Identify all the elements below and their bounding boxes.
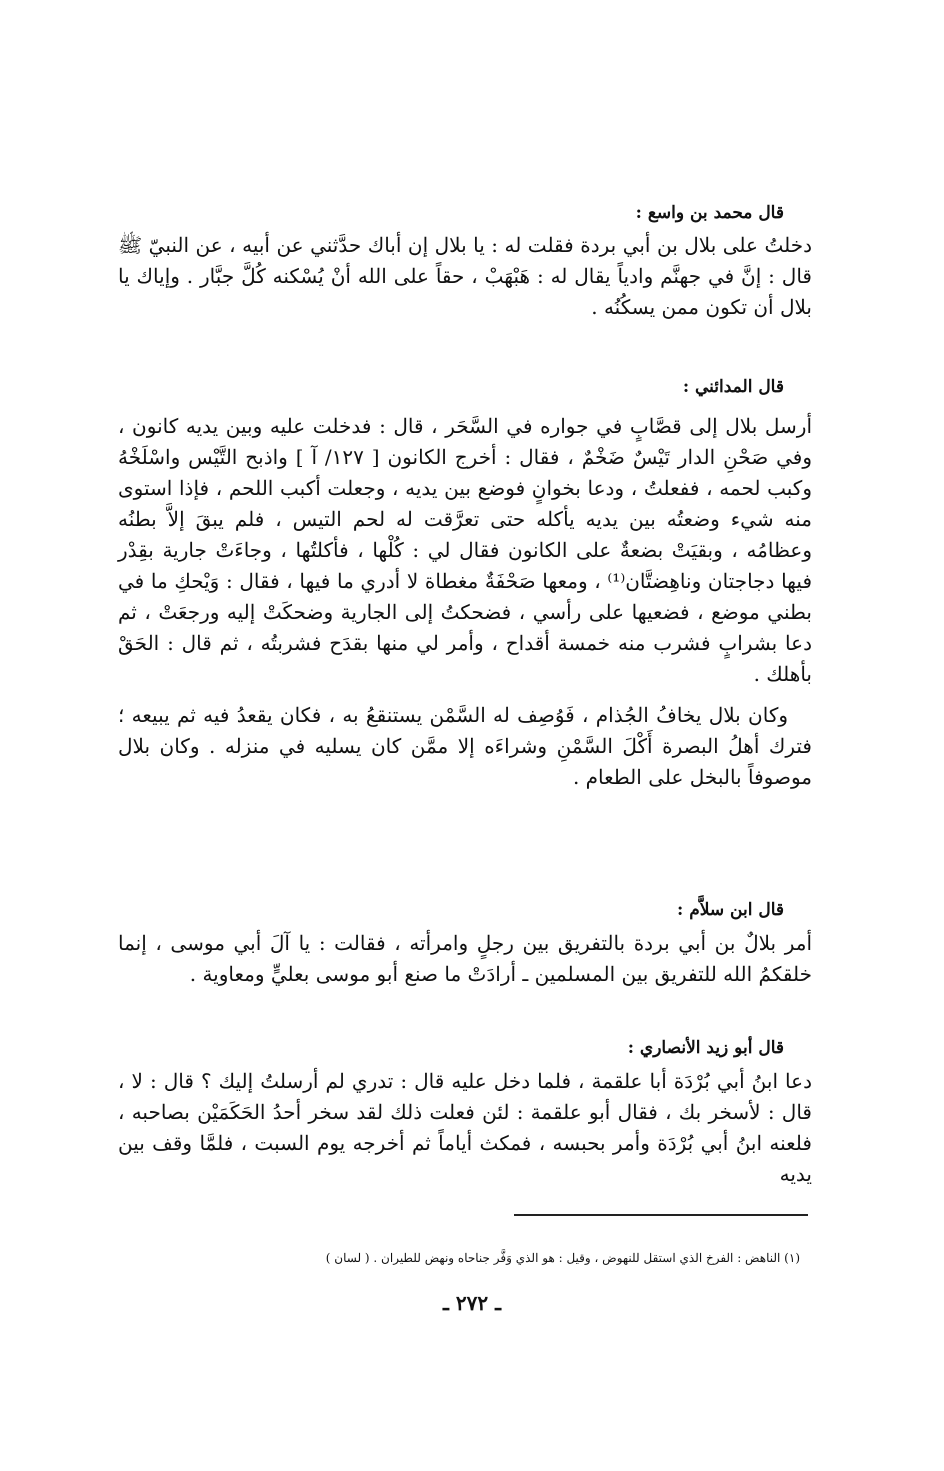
section-body	[118, 1066, 812, 1190]
section-heading: قال أبو زيد الأنصاري :	[627, 1038, 784, 1058]
section-heading: قال محمد بن واسع :	[635, 203, 784, 223]
paragraph: دخلتُ على بلال بن أبي بردة فقلت له : يا بلال إن أباك حدَّثني عن أبيه ، عن النبيّ ﷺ قال : إنَّ في جهنَّم وادياً يقال له : هَبْهَبْ ، حقاً على الله أنْ يُسْكنه كُلَّ جبَّار . وإياك يا بلال أن تكون ممن يسكُنُه .	[118, 233, 812, 319]
section-heading: قال ابن سلاَّم :	[677, 900, 784, 920]
page-number: ـ ٢٧٢ ـ	[443, 1291, 501, 1315]
footnote: (١) الناهض : الفرخ الذي استقل للنهوض ، وقيل : هو الذي وَفَّر جناحاه ونهض للطيران . ( لسان )	[325, 1251, 800, 1265]
paragraph: دعا ابنُ أبي بُرْدَة أبا علقمة ، فلما دخل عليه قال : تدري لم أرسلتُ إليك ؟ قال : لا ، قال : لأسخر بك ، فقال أبو علقمة : لئن فعلت ذلك لقد سخر أحدُ الحَكَمَيْن بصاحبه ، فلعنه ابنُ أبي بُرْدَة وأمر بحبسه ، فمكث أياماً ثم أخرجه يوم السبت ، فلمَّا وقف بين يديه	[118, 1069, 812, 1186]
paragraph: وكان بلال يخافُ الجُذام ، فَوُصِف له السَّمْن يستنقعُ به ، فكان يقعدُ فيه ثم يبيعه ؛ فترك أهلُ البصرة أَكْلَ السَّمْنِ وشراءَه إلا ممَّن كان يسليه في منزله . وكان بلال موصوفاً بالبخل على الطعام .	[118, 703, 812, 789]
section-body	[118, 928, 812, 990]
paragraph: أمر بلالٌ بن أبي بردة بالتفريق بين رجلٍ وامرأته ، فقالت : يا آلَ أبي موسى ، إنما خلقكمُ الله للتفريق بين المسلمين ـ أرادَتْ ما صنع أبو موسى بعليٍّ ومعاوية .	[118, 931, 812, 986]
section-body	[118, 230, 812, 323]
section-body	[118, 411, 812, 793]
footnote-divider	[514, 1214, 808, 1216]
paragraph: أرسل بلال إلى قصَّابٍ في جواره في السَّحَر ، قال : فدخلت عليه وبين يديه كانون ، وفي صَحْنِ الدار تَيْسٌ ضَخْمٌ ، فقال : أخرج الكانون [ ١٢٧/ آ ] واذبح التَّيْس واسْلَخْهُ وكبب لحمه ، ففعلتُ ، ودعا بخوانٍ فوضع بين يديه ، وجعلت أكبب اللحم ، فإذا استوى منه شيء وضعتُه بين يديه يأكله حتى تعرَّقت له لحم التيس ، فلم يبقَ إلاَّ بطنُه وعظامُه ، وبقيَتْ بضعةٌ على الكانون فقال لي : كُلْها ، فأكلتُها ، وجاءَتْ جارية بقِدْر فيها دجاجتان وناهِضتَّان⁽¹⁾ ، ومعها صَحْفَةٌ مغطاة لا أدري ما فيها ، فقال : وَيْحكِ ما في بطني موضع ، فضعيها على رأسي ، فضحكتُ إلى الجارية وضحكَتْ إليه ورجعَتْ ، ثم دعا بشرابٍ فشرب منه خمسة أقداح ، وأمر لي منها بقدَح فشربتُه ، ثم قال : الحَقْ بأهلك .	[118, 414, 812, 686]
section-heading: قال المدائني :	[682, 377, 784, 397]
